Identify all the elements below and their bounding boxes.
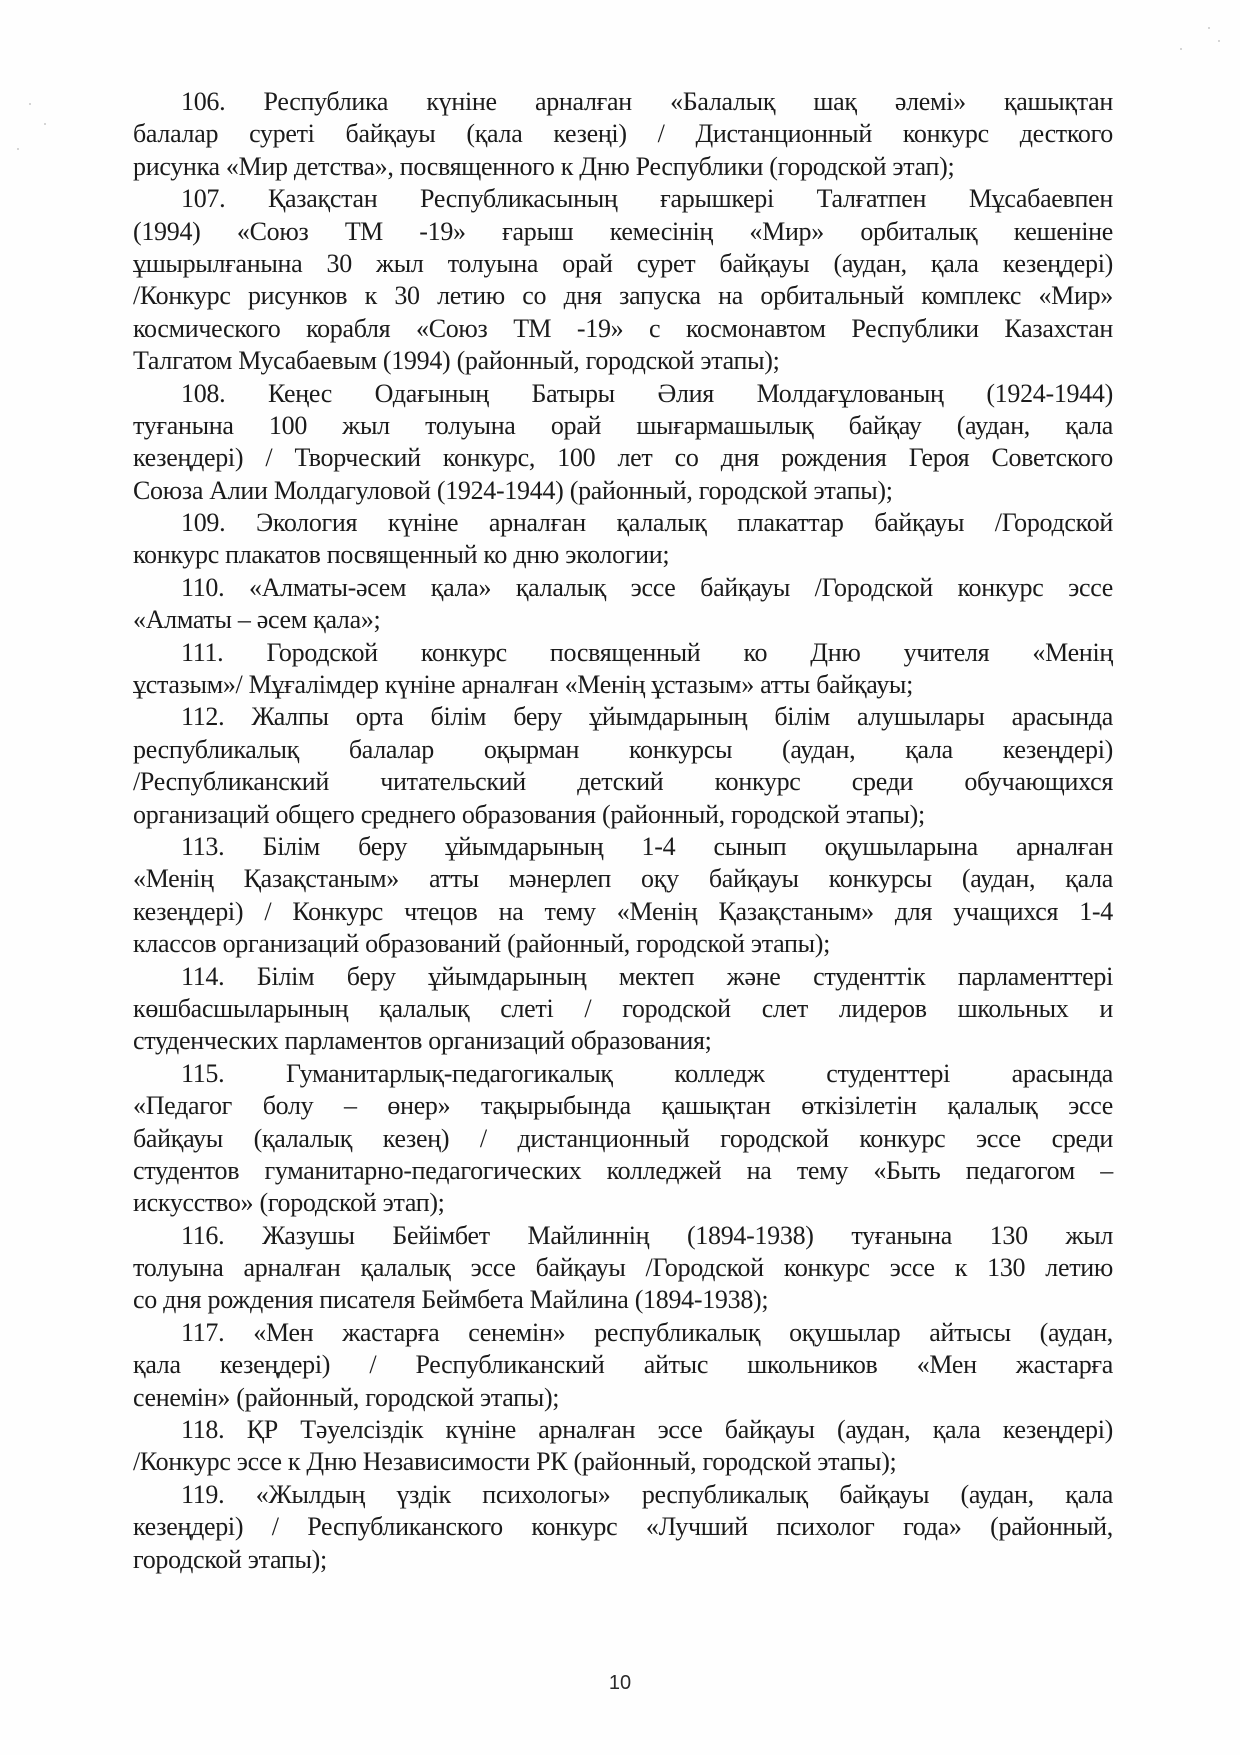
- item-text: студенческих парламентов организаций образования;: [133, 1026, 712, 1056]
- document-body: [133, 86, 1113, 1576]
- item-text: Республика күніне арналған «Балалық шақ әлемі» қашықтан: [263, 87, 1113, 116]
- item-text: Білім беру ұйымдарының 1-4 сынып оқушыларына арналған: [262, 831, 1114, 861]
- item-text: Талгатом Мусабаевым (1994) (районный, городской этапы);: [133, 346, 780, 376]
- item-text: искусство» (городской этап);: [133, 1188, 445, 1218]
- list-item: [133, 1479, 1113, 1576]
- item-text: «Алматы-әсем қала» қалалық эссе байқауы /Городской конкурс эссе: [248, 572, 1113, 602]
- item-text: городской этапы);: [133, 1544, 327, 1574]
- item-text: /Конкурс рисунков к 30 летию со дня запуска на орбитальный комплекс «Мир»: [133, 281, 1113, 311]
- text-line: [133, 118, 1113, 150]
- item-text: Кеңес Одағының Батыры Әлия Молдағұлованың (1924-1944): [267, 378, 1113, 408]
- item-text: Білім беру ұйымдарының мектеп және студенттік парламенттері: [256, 961, 1113, 991]
- item-number: 111.: [181, 637, 224, 667]
- item-text: туғанына 100 жыл толуына орай шығармашылық байқау (аудан, қала: [133, 410, 1113, 440]
- item-number: 112.: [181, 702, 225, 732]
- text-line: [133, 669, 1113, 701]
- item-text: толуына арналған қалалық эссе байқауы /Городской конкурс эссе к 130 летию: [133, 1253, 1113, 1283]
- item-text: ҚР Тәуелсіздік күніне арналған эссе байқауы (аудан, қала кезеңдері): [246, 1415, 1114, 1445]
- item-text: «Жылдың үздік психологы» республикалық байқауы (аудан, қала: [255, 1479, 1114, 1509]
- item-number: 114.: [181, 961, 225, 991]
- item-text: кезеңдері) / Конкурс чтецов на тему «Менің Қазақстаным» для учащихся 1-4: [133, 896, 1113, 926]
- item-text: қала кезеңдері) / Республиканский айтыс школьников «Мен жастарға: [133, 1350, 1113, 1380]
- list-item: [133, 1414, 1113, 1479]
- item-text: көшбасшыларының қалалық слеті / городской слет лидеров школьных и: [133, 993, 1113, 1023]
- item-text: Қазақстан Республикасының ғарышкері Талғатпен Мұсабаевпен: [268, 184, 1113, 214]
- scan-speck: [1180, 48, 1182, 50]
- list-item: [133, 183, 1113, 377]
- list-item: [133, 1317, 1113, 1414]
- text-line: [133, 248, 1113, 280]
- item-number: 109.: [181, 508, 226, 538]
- scan-speck: [1208, 27, 1210, 29]
- item-number: 119.: [181, 1479, 225, 1509]
- item-text: «Алматы – әсем қала»;: [133, 605, 381, 635]
- text-line: [133, 961, 1113, 993]
- text-line: [133, 831, 1113, 863]
- text-line: [133, 313, 1113, 345]
- text-line: [133, 183, 1113, 215]
- item-number: 106.: [181, 87, 226, 116]
- text-line: [133, 896, 1113, 928]
- item-text: Жазушы Бейімбет Майлиннің (1894-1938) туғанына 130 жыл: [262, 1220, 1114, 1250]
- text-line: [133, 572, 1113, 604]
- page-number: 10: [608, 1672, 632, 1694]
- text-line: [133, 1284, 1113, 1316]
- list-item: [133, 507, 1113, 572]
- item-text: студентов гуманитарно-педагогических колледжей на тему «Быть педагогом –: [133, 1155, 1113, 1185]
- text-line: [133, 1382, 1113, 1414]
- item-text: сенемін» (районный, городской этапы);: [133, 1382, 560, 1412]
- list-item: [133, 961, 1113, 1058]
- text-line: [133, 345, 1113, 377]
- text-line: [133, 1511, 1113, 1543]
- item-number: 107.: [181, 184, 226, 214]
- list-item: [133, 1220, 1113, 1317]
- text-line: [133, 928, 1113, 960]
- item-text: «Менің Қазақстаным» атты мәнерлеп оқу байқауы конкурсы (аудан, қала: [133, 864, 1113, 894]
- text-line: [133, 1349, 1113, 1381]
- text-line: [133, 1252, 1113, 1284]
- text-line: [133, 1090, 1113, 1122]
- item-text: балалар суреті байқауы (қала кезеңі) / Дистанционный конкурс десткого: [133, 119, 1113, 149]
- item-text: Экология күніне арналған қалалық плакаттар байқауы /Городской: [255, 508, 1114, 538]
- text-line: [133, 1187, 1113, 1219]
- text-line: [133, 507, 1113, 539]
- scan-speck: [1218, 40, 1220, 42]
- item-text: Жалпы орта білім беру ұйымдарының білім алушылары арасында: [251, 702, 1114, 732]
- item-text: классов организаций образований (районный, городской этапы);: [133, 929, 831, 959]
- list-item: [133, 637, 1113, 702]
- text-line: [133, 151, 1113, 183]
- text-line: [133, 86, 1113, 118]
- item-text: (1994) «Союз ТМ -19» ғарыш кемесінің «Мир» орбиталық кешеніне: [133, 216, 1113, 246]
- item-number: 117.: [181, 1317, 225, 1347]
- list-item: [133, 572, 1113, 637]
- text-line: [133, 1479, 1113, 1511]
- text-line: [133, 216, 1113, 248]
- item-text: рисунка «Мир детства», посвященного к Дню Республики (городской этап);: [133, 151, 955, 181]
- text-line: [133, 280, 1113, 312]
- text-line: [133, 701, 1113, 733]
- item-text: со дня рождения писателя Беймбета Майлина (1894-1938);: [133, 1285, 769, 1315]
- text-line: [133, 1025, 1113, 1057]
- list-item: [133, 701, 1113, 831]
- list-item: [133, 1058, 1113, 1220]
- text-line: [133, 475, 1113, 507]
- item-text: организаций общего среднего образования (районный, городской этапы);: [133, 799, 925, 829]
- text-line: [133, 863, 1113, 895]
- item-number: 115.: [181, 1058, 225, 1088]
- text-line: [133, 766, 1113, 798]
- item-text: байқауы (қалалық кезең) / дистанционный городской конкурс эссе среди: [133, 1123, 1113, 1153]
- text-line: [133, 1544, 1113, 1576]
- item-text: космического корабля «Союз ТМ -19» с космонавтом Республики Казахстан: [133, 313, 1113, 343]
- text-line: [133, 993, 1113, 1025]
- text-line: [133, 637, 1113, 669]
- text-line: [133, 539, 1113, 571]
- text-line: [133, 442, 1113, 474]
- item-text: республикалық балалар оқырман конкурсы (аудан, қала кезеңдері): [133, 734, 1113, 764]
- item-text: ұстазым»/ Мұғалімдер күніне арналған «Менің ұстазым» атты байқауы;: [133, 670, 913, 700]
- item-text: «Мен жастарға сенемін» республикалық оқушылар айтысы (аудан,: [253, 1317, 1114, 1347]
- text-line: [133, 1155, 1113, 1187]
- text-line: [133, 1123, 1113, 1155]
- scan-speck: [29, 103, 31, 105]
- item-text: Гуманитарлық-педагогикалық колледж студенттері арасында: [286, 1058, 1114, 1088]
- item-text: Союза Алии Молдагуловой (1924-1944) (районный, городской этапы);: [133, 475, 893, 505]
- item-number: 113.: [181, 831, 225, 861]
- text-line: [133, 799, 1113, 831]
- text-line: [133, 1317, 1113, 1349]
- scan-speck: [17, 148, 19, 150]
- item-number: 110.: [181, 572, 225, 602]
- text-line: [133, 410, 1113, 442]
- list-item: [133, 831, 1113, 961]
- item-text: конкурс плакатов посвященный ко дню экологии;: [133, 540, 670, 570]
- text-line: [133, 734, 1113, 766]
- item-number: 108.: [181, 378, 226, 408]
- item-number: 118.: [181, 1415, 225, 1445]
- text-line: [133, 1446, 1113, 1478]
- text-line: [133, 378, 1113, 410]
- item-text: /Конкурс эссе к Дню Независимости РК (районный, городской этапы);: [133, 1447, 897, 1477]
- text-line: [133, 1220, 1113, 1252]
- item-text: Городской конкурс посвященный ко Дню учителя «Менің: [266, 637, 1113, 667]
- item-text: /Республиканский читательский детский конкурс среди обучающихся: [133, 767, 1113, 797]
- item-number: 116.: [181, 1220, 225, 1250]
- item-text: кезеңдері) / Республиканского конкурс «Лучший психолог года» (районный,: [133, 1512, 1113, 1542]
- list-item: [133, 86, 1113, 183]
- item-text: кезеңдері) / Творческий конкурс, 100 лет со дня рождения Героя Советского: [133, 443, 1113, 473]
- item-text: «Педагог болу – өнер» тақырыбында қашықтан өткізілетін қалалық эссе: [133, 1091, 1113, 1121]
- list-item: [133, 378, 1113, 508]
- scan-speck: [44, 123, 46, 125]
- item-text: ұшырылғанына 30 жыл толуына орай сурет байқауы (аудан, қала кезеңдері): [133, 248, 1113, 278]
- text-line: [133, 1058, 1113, 1090]
- text-line: [133, 1414, 1113, 1446]
- text-line: [133, 604, 1113, 636]
